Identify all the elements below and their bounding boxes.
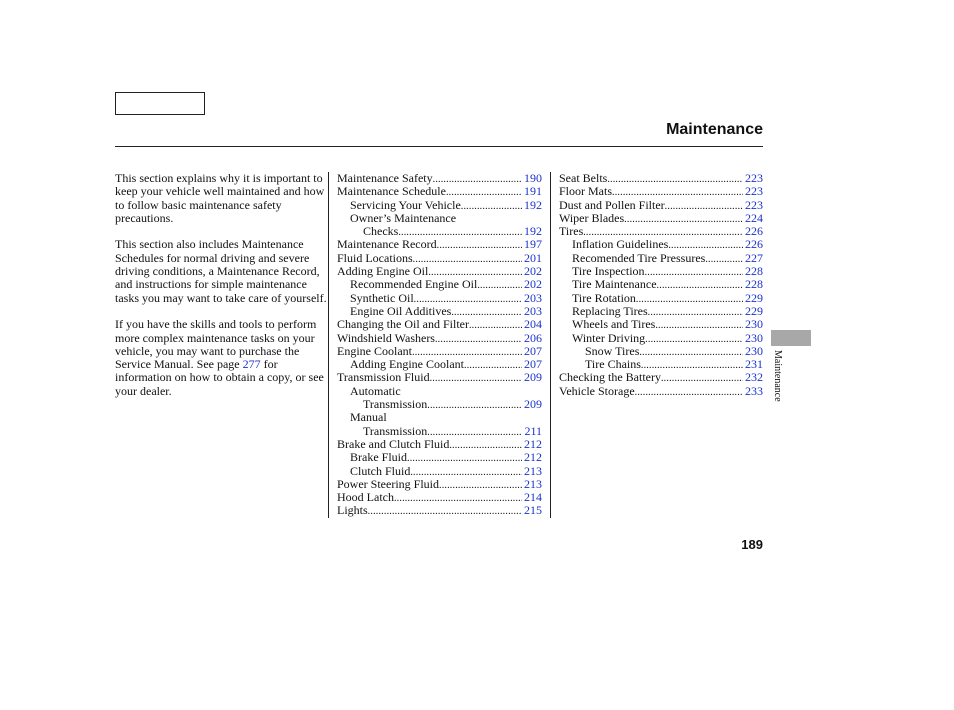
toc-entry[interactable] [337, 225, 542, 238]
toc-entry[interactable] [559, 345, 763, 358]
toc-entry-label: Owner’s Maintenance [350, 210, 457, 225]
toc-leader-dots [477, 279, 522, 292]
toc-leader-dots [639, 346, 743, 359]
intro-paragraph-1: This section explains why it is important to keep your vehicle well maintained and how to follow basic maintenance safety precautions. [115, 171, 325, 225]
toc-leader-dots [394, 492, 522, 505]
toc-page-link[interactable]: 209 [524, 397, 542, 412]
toc-entry-label: Replacing Tires [572, 303, 648, 318]
toc-entry[interactable] [337, 491, 542, 504]
toc-entry[interactable] [337, 238, 542, 251]
toc-entry-label: Maintenance Schedule [337, 184, 446, 199]
toc-page-link[interactable]: 215 [524, 503, 542, 518]
toc-page-link[interactable]: 223 [745, 171, 763, 185]
toc-page-link[interactable]: 204 [524, 317, 542, 332]
toc-page-link[interactable]: 207 [524, 343, 542, 358]
toc-leader-dots [461, 200, 522, 213]
toc-entry-label: Checks [363, 224, 399, 239]
column-divider-left [328, 172, 329, 518]
toc-page-link[interactable]: 192 [524, 224, 542, 239]
toc-page-link[interactable]: 206 [524, 330, 542, 345]
column-divider-right [550, 172, 551, 518]
toc-page-link[interactable]: 203 [524, 303, 542, 318]
toc-leader-dots [407, 452, 522, 465]
toc-column-1 [337, 172, 542, 518]
toc-entry[interactable] [559, 318, 763, 331]
toc-entry-label: Winter Driving [572, 330, 646, 345]
toc-page-link[interactable]: 201 [524, 250, 542, 265]
intro-paragraph-2: This section also includes Maintenance Schedules for normal driving and severe driving conditions, a Maintenance Record, and instructions for simple maintenance tasks you may want to take care of yourself. [115, 237, 327, 305]
toc-entry[interactable] [559, 371, 763, 384]
toc-entry-label: Manual [350, 410, 387, 425]
toc-entry-label: Tire Maintenance [572, 277, 657, 292]
toc-entry-label: Tire Rotation [572, 290, 636, 305]
toc-entry[interactable] [559, 332, 763, 345]
toc-page-link[interactable]: 212 [524, 450, 542, 465]
toc-entry-label: Tire Inspection [572, 264, 645, 279]
toc-entry[interactable] [337, 504, 542, 517]
toc-page-link[interactable]: 197 [524, 237, 542, 252]
toc-entry-label: Automatic [350, 383, 401, 398]
toc-entry-label: Brake and Clutch Fluid [337, 436, 450, 451]
toc-entry-label: Maintenance Record [337, 237, 437, 252]
toc-leader-dots [655, 319, 743, 332]
toc-leader-dots [705, 253, 743, 266]
toc-entry[interactable] [337, 265, 542, 278]
toc-entry[interactable] [337, 451, 542, 464]
toc-page-link[interactable]: 214 [524, 490, 542, 505]
toc-leader-dots [648, 306, 743, 319]
nav-box [115, 92, 205, 115]
toc-page-link[interactable]: 213 [524, 463, 542, 478]
toc-entry-label: Dust and Pollen Filter [559, 197, 665, 212]
toc-page-link[interactable]: 232 [745, 370, 763, 385]
toc-leader-dots [435, 333, 522, 346]
toc-leader-dots [427, 399, 522, 412]
toc-page-link[interactable]: 224 [745, 210, 763, 225]
toc-entry[interactable] [337, 292, 542, 305]
toc-entry-label: Floor Mats [559, 184, 613, 199]
toc-page-link[interactable]: 233 [745, 383, 763, 398]
toc-entry[interactable] [337, 358, 542, 371]
toc-page-link[interactable]: 213 [524, 476, 542, 491]
toc-leader-dots [437, 239, 522, 252]
toc-entry[interactable] [337, 398, 542, 411]
toc-page-link[interactable]: 211 [524, 423, 542, 438]
page-number: 189 [741, 537, 763, 552]
toc-entry-label: Clutch Fluid [350, 463, 411, 478]
toc-page-link[interactable]: 231 [745, 357, 763, 372]
toc-entry[interactable] [559, 238, 763, 251]
toc-page-link[interactable]: 226 [745, 237, 763, 252]
toc-entry-label: Tire Chains [585, 357, 641, 372]
toc-page-link[interactable]: 230 [745, 330, 763, 345]
toc-leader-dots [464, 359, 522, 372]
toc-entry-label: Power Steering Fluid [337, 476, 439, 491]
toc-entry-label: Windshield Washers [337, 330, 435, 345]
toc-page-link[interactable]: 212 [524, 436, 542, 451]
toc-page-link[interactable]: 223 [745, 197, 763, 212]
page-title: Maintenance [666, 121, 763, 138]
section-tab-label: Maintenance [772, 350, 783, 402]
toc-page-link[interactable]: 230 [745, 343, 763, 358]
toc-entry [337, 385, 542, 398]
toc-entry-label: Snow Tires [585, 343, 640, 358]
toc-page-link[interactable]: 209 [524, 370, 542, 385]
toc-entry[interactable] [337, 345, 542, 358]
toc-leader-dots [607, 173, 743, 186]
toc-entry-label: Transmission [363, 397, 428, 412]
toc-leader-dots [449, 439, 522, 452]
toc-entry[interactable] [559, 278, 763, 291]
toc-entry-label: Checking the Battery [559, 370, 661, 385]
toc-page-link[interactable]: 191 [524, 184, 542, 199]
toc-entry[interactable] [337, 199, 542, 212]
toc-page-link[interactable]: 230 [745, 317, 763, 332]
toc-entry [337, 411, 542, 424]
toc-entry-label: Adding Engine Coolant [350, 357, 464, 372]
toc-entry-label: Transmission Fluid [337, 370, 430, 385]
toc-entry-label: Engine Oil Additives [350, 303, 452, 318]
intro-paragraph-3 [115, 318, 327, 398]
toc-column-2 [559, 172, 763, 398]
toc-entry[interactable] [337, 371, 542, 384]
toc-page-link[interactable]: 226 [745, 224, 763, 239]
intro-p3-text: If you have the skills and tools to perform more complex maintenance tasks on your vehicle, you may want to purchase the Service Manual. See page [115, 317, 317, 372]
toc-entry[interactable] [559, 358, 763, 371]
toc-entry-label: Inflation Guidelines [572, 237, 669, 252]
toc-leader-dots [645, 266, 743, 279]
toc-leader-dots [635, 386, 743, 399]
toc-entry-label: Wheels and Tires [572, 317, 656, 332]
toc-entry-label: Engine Coolant [337, 343, 412, 358]
toc-leader-dots [433, 173, 522, 186]
toc-leader-dots [430, 372, 522, 385]
toc-leader-dots [368, 505, 522, 518]
toc-entry-label: Transmission [363, 423, 428, 438]
toc-page-link[interactable]: 228 [745, 264, 763, 279]
toc-entry[interactable] [559, 292, 763, 305]
toc-page-link[interactable]: 223 [745, 184, 763, 199]
toc-entry-label: Tires [559, 224, 584, 239]
toc-page-link[interactable]: 192 [524, 197, 542, 212]
toc-entry[interactable] [337, 318, 542, 331]
toc-entry-label: Lights [337, 503, 368, 518]
title-rule [115, 146, 763, 147]
toc-entry [337, 212, 542, 225]
toc-entry[interactable] [337, 252, 542, 265]
toc-entry-label: Recomended Tire Pressures [572, 250, 706, 265]
toc-page-link[interactable]: 229 [745, 290, 763, 305]
toc-page-link[interactable]: 202 [524, 277, 542, 292]
toc-entry-label: Fluid Locations [337, 250, 413, 265]
toc-entry[interactable] [337, 305, 542, 318]
toc-page-link[interactable]: 229 [745, 303, 763, 318]
toc-entry-label: Wiper Blades [559, 210, 625, 225]
toc-entry[interactable] [559, 385, 763, 398]
toc-leader-dots [645, 333, 743, 346]
toc-leader-dots [636, 293, 743, 306]
toc-entry-label: Adding Engine Oil [337, 264, 429, 279]
section-tab [771, 330, 811, 346]
toc-entry[interactable] [559, 199, 763, 212]
toc-page-link[interactable]: 202 [524, 264, 542, 279]
toc-entry[interactable] [337, 478, 542, 491]
toc-entry[interactable] [337, 278, 542, 291]
toc-entry-label: Vehicle Storage [559, 383, 635, 398]
toc-entry-label: Hood Latch [337, 490, 394, 505]
toc-leader-dots [657, 279, 743, 292]
toc-page-link[interactable]: 228 [745, 277, 763, 292]
toc-entry[interactable] [337, 172, 542, 185]
toc-entry[interactable] [559, 305, 763, 318]
toc-entry[interactable] [559, 225, 763, 238]
toc-entry[interactable] [559, 185, 763, 198]
toc-entry[interactable] [559, 265, 763, 278]
toc-leader-dots [469, 319, 522, 332]
intro-text [115, 172, 327, 411]
toc-entry-label: Maintenance Safety [337, 171, 433, 185]
toc-entry-label: Synthetic Oil [350, 290, 414, 305]
toc-page-link[interactable]: 203 [524, 290, 542, 305]
toc-entry-label: Changing the Oil and Filter [337, 317, 469, 332]
toc-entry[interactable] [559, 252, 763, 265]
toc-page-link[interactable]: 227 [745, 250, 763, 265]
toc-entry-label: Recommended Engine Oil [350, 277, 478, 292]
toc-entry[interactable] [559, 172, 763, 185]
toc-entry[interactable] [337, 465, 542, 478]
toc-entry[interactable] [337, 438, 542, 451]
toc-entry[interactable] [337, 425, 542, 438]
toc-leader-dots [413, 253, 522, 266]
toc-entry-label: Seat Belts [559, 171, 608, 185]
toc-page-link[interactable]: 190 [524, 171, 542, 185]
toc-leader-dots [665, 200, 743, 213]
toc-leader-dots [661, 372, 743, 385]
toc-entry-label: Brake Fluid [350, 450, 407, 465]
intro-p3-text-end: for information on how to obtain a copy, or see your dealer. [115, 357, 324, 398]
toc-entry[interactable] [337, 332, 542, 345]
toc-entry-label: Servicing Your Vehicle [350, 197, 461, 212]
toc-page-link[interactable]: 207 [524, 357, 542, 372]
toc-leader-dots [439, 479, 522, 492]
toc-entry[interactable] [337, 185, 542, 198]
toc-entry[interactable] [559, 212, 763, 225]
page-277-link[interactable]: 277 [242, 357, 261, 372]
toc-leader-dots [624, 213, 743, 226]
